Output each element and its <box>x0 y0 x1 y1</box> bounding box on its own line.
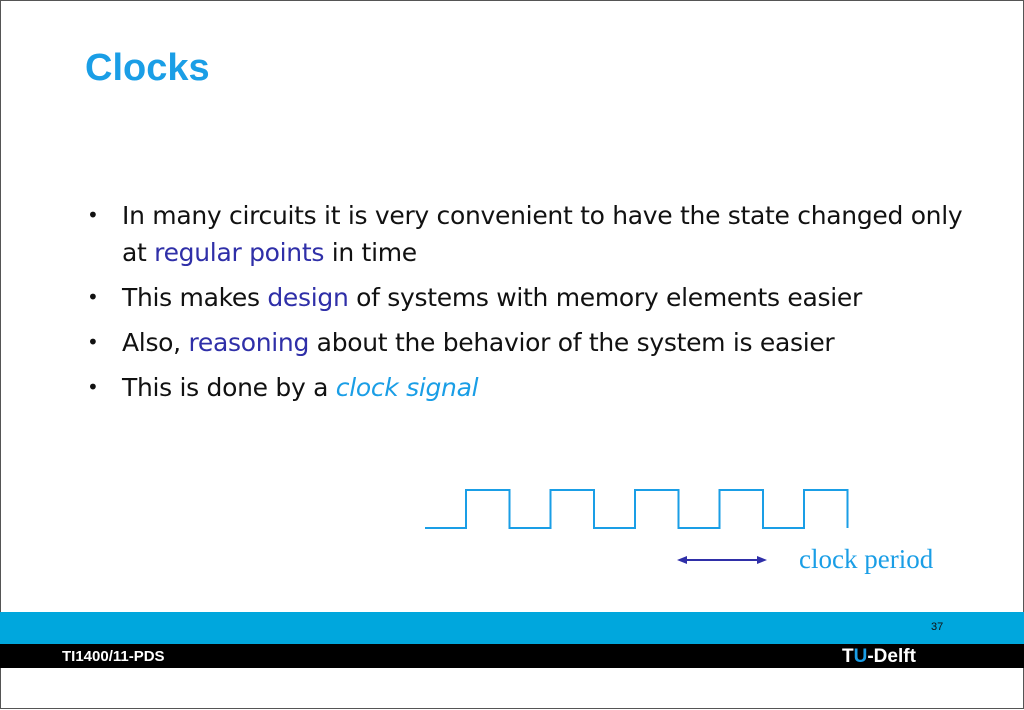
footer-blue-band <box>0 612 1024 644</box>
bullet-text: in time <box>324 238 417 267</box>
bullet-dot-icon: • <box>87 203 99 227</box>
bullet-text: of systems with memory elements easier <box>348 283 862 312</box>
slide-title: Clocks <box>85 47 210 89</box>
bullet-highlight-text: regular points <box>154 238 325 267</box>
clock-diagram <box>1 1 1024 710</box>
clock-signal-waveform <box>425 490 848 528</box>
bullet-dot-icon: • <box>87 375 99 399</box>
logo-text-t: T <box>842 646 854 667</box>
bullet-text: This is done by a <box>122 373 336 402</box>
bullet-text: about the behavior of the system is easier <box>309 328 835 357</box>
bullet-dot-icon: • <box>87 330 99 354</box>
clock-signal-line <box>425 490 848 528</box>
bullet-highlight-text: reasoning <box>188 328 310 357</box>
arrow-head-icon <box>677 556 687 564</box>
bullet-text: Also, <box>122 328 189 357</box>
course-code: TI1400/11-PDS <box>62 648 165 665</box>
arrow-head-icon <box>757 556 767 564</box>
logo-text-delft: -Delft <box>867 646 916 667</box>
bullet-highlight-text: design <box>267 283 349 312</box>
bullet-dot-icon: • <box>87 285 99 309</box>
bullet-text: In many circuits it is very convenient to have the state changed only at <box>122 201 963 267</box>
page-number: 37 <box>931 621 944 633</box>
bullet-highlight-text: clock signal <box>335 373 479 402</box>
logo-text-u: U <box>853 646 868 667</box>
clock-period-label: clock period <box>799 544 934 574</box>
clock-period-arrow <box>677 556 767 564</box>
tu-delft-logo <box>842 646 916 668</box>
bullet-text: This makes <box>122 283 268 312</box>
